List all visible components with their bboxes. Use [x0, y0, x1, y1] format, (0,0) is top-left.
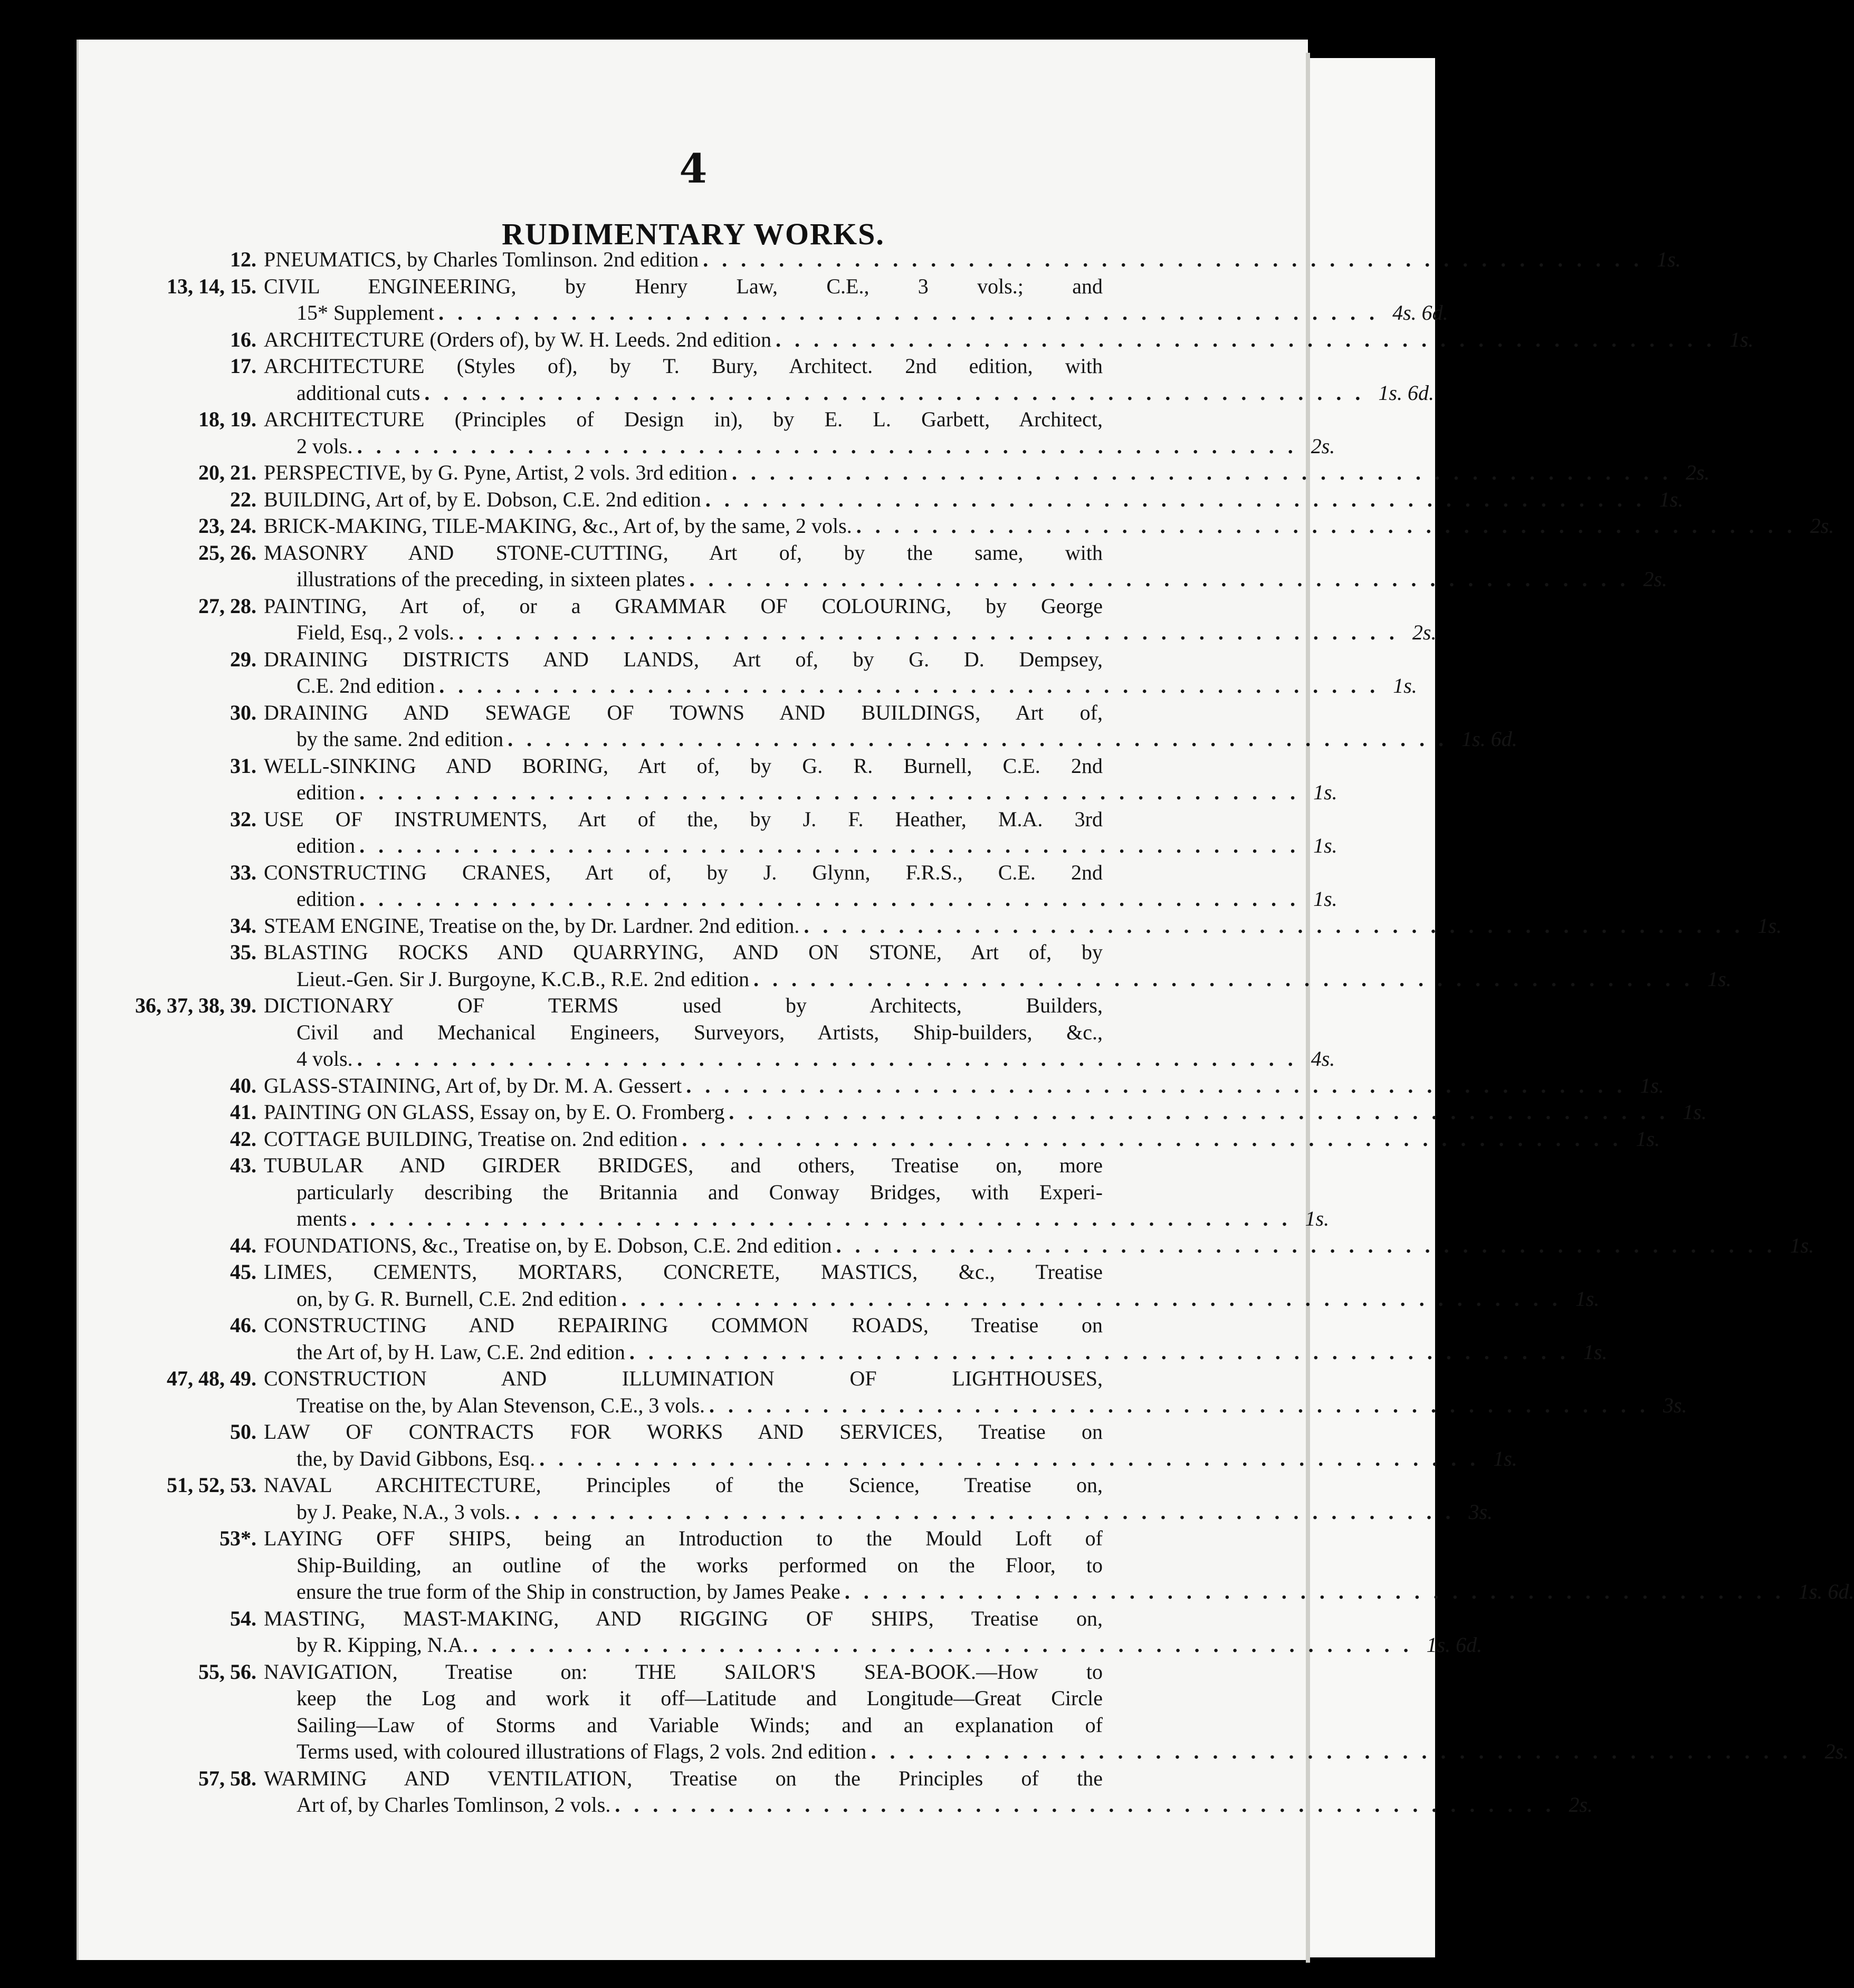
entry-line: [264, 700, 1103, 727]
dot-leader: ..................................................: [856, 514, 1806, 538]
dot-leader: ..................................................: [753, 967, 1704, 991]
catalogue-entry: [167, 1365, 1687, 1419]
catalogue-entry: [230, 246, 1681, 273]
entry-number: 36, 37, 38, 39.: [135, 993, 256, 1017]
catalogue-entry: [230, 1126, 1660, 1153]
entry-line: [264, 1552, 1103, 1579]
entry-title-line: CONSTRUCTING CRANES, Art of, by J. Glynn, F.R.S., C.E. 2nd: [264, 860, 1103, 884]
entry-line: [264, 1365, 1103, 1392]
entry-line: [264, 1339, 1608, 1366]
entry-line: [264, 513, 1834, 540]
entry-number: 41.: [230, 1100, 256, 1124]
catalogue-entry: [230, 1605, 1483, 1659]
catalogue-entry: [198, 406, 1335, 460]
entry-title-line: keep the Log and work it off—Latitude and Longitude—Great Circle: [297, 1686, 1103, 1710]
entry-number: 35.: [230, 940, 256, 964]
entry-line: [264, 992, 1103, 1019]
entry-price: 1s.: [1683, 1100, 1707, 1124]
entry-title-line: CONSTRUCTION AND ILLUMINATION OF LIGHTHOUSES,: [264, 1366, 1103, 1390]
entry-title-line: by J. Peake, N.A., 3 vols.: [297, 1499, 511, 1524]
entry-line: [264, 1099, 1707, 1126]
entry-line: [264, 1286, 1600, 1313]
entry-title-line: WELL-SINKING AND BORING, Art of, by G. R. Burnell, C.E. 2nd: [264, 753, 1103, 778]
dot-leader: ..................................................: [703, 247, 1653, 271]
entry-title-line: DRAINING AND SEWAGE OF TOWNS AND BUILDINGS, Art of,: [264, 700, 1103, 724]
entry-price: 1s.: [1707, 967, 1732, 991]
entry-number: 32.: [230, 807, 256, 831]
entry-title-line: particularly describing the Britannia and Conway Bridges, with Experi-: [297, 1180, 1103, 1204]
entry-title-line: DRAINING DISTRICTS AND LANDS, Art of, by G. D. Dempsey,: [264, 647, 1103, 671]
entry-title-line: Field, Esq., 2 vols.: [297, 620, 454, 644]
entry-title-line: PNEUMATICS, by Charles Tomlinson. 2nd edition: [264, 247, 699, 271]
entry-title-line: Sailing—Law of Storms and Variable Winds; and an explanation of: [297, 1713, 1103, 1737]
dot-leader: ..................................................: [357, 1047, 1307, 1071]
entry-title-line: ensure the true form of the Ship in construction, by James Peake: [297, 1580, 840, 1603]
entry-price: 1s.: [1790, 1233, 1814, 1257]
dot-leader: ..................................................: [514, 1499, 1465, 1524]
entry-title-line: DICTIONARY OF TERMS used by Architects, Builders,: [264, 993, 1103, 1017]
entry-price: 2s.: [1685, 461, 1710, 484]
catalogue-entry: [198, 460, 1710, 486]
catalogue-entry: [167, 1472, 1493, 1525]
entry-price: 1s.: [1757, 913, 1782, 938]
entry-title-line: CONSTRUCTING AND REPAIRING COMMON ROADS, Treatise on: [264, 1313, 1103, 1337]
entry-line: [264, 1765, 1103, 1792]
entry-title-line: 4 vols.: [297, 1047, 353, 1071]
catalogue-entry: [230, 327, 1754, 353]
dot-leader: ..................................................: [804, 913, 1754, 938]
dot-leader: ..................................................: [438, 301, 1389, 324]
entry-price: 1s.: [1313, 834, 1337, 857]
entry-number: 45.: [230, 1260, 256, 1284]
entry-number: 20, 21.: [198, 461, 256, 484]
entry-title-line: C.E. 2nd edition: [297, 674, 435, 697]
entry-number: 27, 28.: [198, 594, 256, 618]
entry-line: [264, 1792, 1593, 1819]
dot-leader: ..................................................: [359, 834, 1310, 857]
entry-line: [264, 726, 1517, 753]
entry-title-line: BUILDING, Art of, by E. Dobson, C.E. 2nd edition: [264, 487, 701, 511]
entry-line: [264, 1259, 1103, 1286]
entry-title-line: MASONRY AND STONE-CUTTING, Art of, by the same, with: [264, 540, 1103, 565]
entry-title-line: BRICK-MAKING, TILE-MAKING, &c., Art of, by the same, 2 vols.: [264, 514, 852, 538]
entry-price: 2s.: [1643, 567, 1668, 591]
dot-leader: ..................................................: [629, 1340, 1579, 1364]
entry-line: [264, 1685, 1103, 1712]
entry-line: [264, 1579, 1854, 1605]
entry-line: [264, 406, 1103, 433]
entry-line: [264, 1073, 1664, 1100]
entry-title-line: LIMES, CEMENTS, MORTARS, CONCRETE, MASTICS, &c., Treatise: [264, 1260, 1103, 1284]
entry-number: 23, 24.: [198, 514, 256, 538]
entry-price: 1s. 6d.: [1798, 1580, 1854, 1603]
entry-title-line: edition: [297, 780, 356, 804]
dot-leader: ..................................................: [458, 620, 1408, 644]
entry-line: [264, 1632, 1483, 1659]
dot-leader: ..................................................: [351, 1207, 1301, 1230]
page-heading: RUDIMENTARY WORKS.: [502, 217, 885, 251]
dot-leader: ..................................................: [705, 487, 1655, 511]
entry-number: 22.: [230, 487, 256, 511]
dot-leader: ..................................................: [844, 1580, 1794, 1603]
entry-price: 1s.: [1640, 1073, 1664, 1097]
entry-number: 34.: [230, 913, 256, 938]
entry-title-line: FOUNDATIONS, &c., Treatise on, by E. Dobson, C.E. 2nd edition: [264, 1233, 832, 1257]
entry-line: [264, 1419, 1103, 1446]
entry-number: 54.: [230, 1606, 256, 1630]
catalogue-entry: [230, 353, 1434, 406]
entry-line: [264, 859, 1103, 886]
entry-line: [264, 1605, 1103, 1632]
entry-title-line: NAVAL ARCHITECTURE, Principles of the Science, Treatise on,: [264, 1473, 1103, 1497]
catalogue-entry: [230, 1232, 1814, 1259]
entry-number: 40.: [230, 1073, 256, 1097]
entry-title-line: edition: [297, 834, 356, 857]
entry-line: [264, 1206, 1330, 1232]
entry-price: 1s.: [1583, 1340, 1608, 1364]
entry-price: 2s.: [1412, 620, 1437, 644]
entry-title-line: PERSPECTIVE, by G. Pyne, Artist, 2 vols. 3rd edition: [264, 461, 728, 484]
entry-title-line: BLASTING ROCKS AND QUARRYING, AND ON STONE, Art of, by: [264, 940, 1103, 964]
entry-price: 2s.: [1311, 434, 1335, 458]
entry-price: 2s.: [1569, 1793, 1593, 1817]
entry-number: 12.: [230, 247, 256, 271]
entry-line: [264, 460, 1710, 486]
entry-price: 1s.: [1575, 1286, 1600, 1311]
entry-number: 51, 52, 53.: [167, 1473, 256, 1497]
entry-line: [264, 1472, 1103, 1499]
entry-price: 3s.: [1468, 1499, 1493, 1524]
catalogue-entry: [230, 806, 1337, 859]
catalogue-entry: [230, 1152, 1330, 1232]
entry-line: [264, 540, 1103, 567]
entry-price: 1s.: [1636, 1126, 1660, 1151]
catalogue-entry: [230, 1099, 1707, 1126]
entry-number: 57, 58.: [198, 1766, 256, 1790]
dot-leader: ..................................................: [621, 1286, 1571, 1311]
entry-line: [264, 486, 1684, 513]
entry-number: 31.: [230, 753, 256, 778]
catalogue-entry: [198, 513, 1834, 540]
entry-title-line: by the same. 2nd edition: [297, 727, 504, 751]
dot-leader: ..................................................: [709, 1393, 1659, 1417]
dot-leader: ..................................................: [424, 380, 1374, 405]
entry-line: [264, 833, 1337, 859]
dot-leader: ..................................................: [615, 1793, 1565, 1817]
dot-leader: ..................................................: [729, 1100, 1679, 1124]
entry-price: 1s.: [1493, 1446, 1517, 1470]
entry-number: 55, 56.: [198, 1659, 256, 1684]
dot-leader: ..................................................: [731, 461, 1681, 484]
entry-line: [264, 1738, 1849, 1765]
entry-title-line: USE OF INSTRUMENTS, Art of the, by J. F. Heather, M.A. 3rd: [264, 807, 1103, 831]
entry-title-line: the Art of, by H. Law, C.E. 2nd edition: [297, 1340, 625, 1364]
entry-title-line: LAW OF CONTRACTS FOR WORKS AND SERVICES, Treatise on: [264, 1420, 1103, 1444]
entry-line: [264, 886, 1337, 913]
entry-line: [264, 593, 1103, 620]
entry-title-line: by R. Kipping, N.A.: [297, 1633, 469, 1657]
entry-line: [264, 1232, 1814, 1259]
entry-price: 4s.: [1311, 1047, 1335, 1071]
entry-number: 16.: [230, 327, 256, 351]
catalogue-entry: [198, 1765, 1593, 1819]
entry-title-line: WARMING AND VENTILATION, Treatise on the Principles of the: [264, 1766, 1103, 1790]
dot-leader: ..................................................: [686, 1073, 1636, 1097]
entry-title-line: on, by G. R. Burnell, C.E. 2nd edition: [297, 1286, 617, 1311]
entry-title-line: Art of, by Charles Tomlinson, 2 vols.: [297, 1793, 611, 1817]
entry-line: [264, 619, 1437, 646]
entry-title-line: CIVIL ENGINEERING, by Henry Law, C.E., 3 vols.; and: [264, 274, 1103, 298]
entry-title-line: COTTAGE BUILDING, Treatise on. 2nd edition: [264, 1126, 678, 1151]
entry-price: 1s. 6d.: [1378, 380, 1434, 405]
catalogue-entry: [230, 486, 1684, 513]
entry-line: [264, 913, 1782, 940]
entry-line: [264, 1152, 1103, 1179]
entry-line: [264, 1659, 1103, 1686]
entry-number: 50.: [230, 1420, 256, 1444]
entry-price: 1s. 6d.: [1426, 1633, 1483, 1657]
entry-title-line: Treatise on the, by Alan Stevenson, C.E., 3 vols.: [297, 1393, 705, 1417]
entry-line: [264, 327, 1754, 353]
entry-line: [264, 753, 1103, 780]
dot-leader: ..................................................: [836, 1233, 1786, 1257]
entry-price: 1s.: [1657, 247, 1681, 271]
dot-leader: ..................................................: [871, 1740, 1821, 1763]
entry-line: [264, 673, 1417, 700]
catalogue-entries: [135, 246, 1854, 1819]
entry-number: 47, 48, 49.: [167, 1366, 256, 1390]
entry-line: [264, 273, 1103, 300]
entry-number: 25, 26.: [198, 540, 256, 565]
entry-price: 4s. 6d.: [1392, 301, 1448, 324]
entry-number: 30.: [230, 700, 256, 724]
entry-title-line: the, by David Gibbons, Esq.: [297, 1446, 536, 1470]
entry-title-line: GLASS-STAINING, Art of, by Dr. M. A. Gessert: [264, 1073, 682, 1097]
entry-title-line: NAVIGATION, Treatise on: THE SAILOR'S SEA-BOOK.—How to: [264, 1659, 1103, 1684]
catalogue-entry: [230, 1073, 1664, 1100]
dot-leader: ..................................................: [439, 674, 1389, 697]
entry-title-line: ARCHITECTURE (Orders of), by W. H. Leeds. 2nd edition: [264, 327, 772, 351]
entry-line: [264, 1392, 1687, 1419]
catalogue-entry: [230, 859, 1337, 913]
entry-line: [264, 939, 1103, 966]
catalogue-entry: [230, 1259, 1600, 1312]
entry-price: 3s.: [1663, 1393, 1687, 1417]
entry-line: [264, 966, 1732, 993]
entry-line: [264, 353, 1103, 380]
entry-title-line: additional cuts: [297, 380, 421, 405]
entry-title-line: MASTING, MAST-MAKING, AND RIGGING OF SHIPS, Treatise on,: [264, 1606, 1103, 1630]
entry-title-line: TUBULAR AND GIRDER BRIDGES, and others, Treatise on, more: [264, 1153, 1103, 1177]
catalogue-entry: [230, 1419, 1517, 1472]
entry-price: 1s.: [1313, 780, 1337, 804]
catalogue-entry: [219, 1525, 1854, 1605]
dot-leader: ..................................................: [508, 727, 1458, 751]
entry-line: [264, 433, 1335, 460]
entry-line: [264, 1525, 1103, 1552]
entry-line: [264, 1179, 1103, 1206]
dot-leader: ..................................................: [539, 1446, 1489, 1470]
entry-line: [264, 1712, 1103, 1739]
entry-price: 1s.: [1313, 887, 1337, 911]
catalogue-entry: [230, 646, 1417, 700]
dot-leader: ..................................................: [682, 1126, 1632, 1151]
entry-title-line: Civil and Mechanical Engineers, Surveyors, Artists, Ship-builders, &c.,: [297, 1020, 1103, 1044]
dot-leader: ..................................................: [359, 887, 1310, 911]
entry-title-line: STEAM ENGINE, Treatise on the, by Dr. Lardner. 2nd edition.: [264, 913, 800, 938]
entry-number: 46.: [230, 1313, 256, 1337]
entry-line: [264, 300, 1448, 327]
entry-price: 1s.: [1729, 327, 1754, 351]
entry-price: 1s.: [1393, 674, 1417, 697]
entry-number: 43.: [230, 1153, 256, 1177]
entry-title-line: PAINTING, Art of, or a GRAMMAR OF COLOURING, by George: [264, 594, 1103, 618]
entry-number: 29.: [230, 647, 256, 671]
entry-line: [264, 246, 1681, 273]
page-number: 4: [679, 145, 708, 192]
entry-number: 17.: [230, 354, 256, 378]
entry-number: 18, 19.: [198, 407, 256, 431]
entry-title-line: LAYING OFF SHIPS, being an Introduction to the Mould Loft of: [264, 1526, 1103, 1550]
entry-title-line: ARCHITECTURE (Styles of), by T. Bury, Architect. 2nd edition, with: [264, 354, 1103, 378]
entry-title-line: 2 vols.: [297, 434, 353, 458]
entry-price: 2s.: [1810, 514, 1834, 538]
entry-number: 44.: [230, 1233, 256, 1257]
entry-number: 42.: [230, 1126, 256, 1151]
entry-line: [264, 1446, 1517, 1473]
dot-leader: ..................................................: [689, 567, 1639, 591]
entry-title-line: edition: [297, 887, 356, 911]
entry-title-line: Terms used, with coloured illustrations of Flags, 2 vols. 2nd edition: [297, 1740, 867, 1763]
entry-line: [264, 646, 1103, 673]
catalogue-entry: [198, 593, 1437, 646]
dot-leader: ..................................................: [357, 434, 1307, 458]
catalogue-entry: [167, 273, 1448, 327]
catalogue-entry: [230, 700, 1517, 753]
catalogue-entry: [198, 1659, 1849, 1765]
entry-line: [264, 1312, 1103, 1339]
entry-line: [264, 566, 1668, 593]
entry-title-line: ARCHITECTURE (Principles of Design in), by E. L. Garbett, Architect,: [264, 407, 1103, 431]
catalogue-entry: [230, 1312, 1608, 1365]
entry-line: [264, 1046, 1335, 1073]
dot-leader: ..................................................: [359, 780, 1310, 804]
entry-line: [264, 1019, 1103, 1046]
entry-title-line: Lieut.-Gen. Sir J. Burgoyne, K.C.B., R.E. 2nd edition: [297, 967, 750, 991]
entry-line: [264, 1126, 1660, 1153]
catalogue-entry: [230, 753, 1337, 806]
entry-price: 2s.: [1824, 1740, 1849, 1763]
dot-leader: ..................................................: [776, 327, 1726, 351]
entry-line: [264, 1499, 1493, 1526]
entry-line: [264, 806, 1103, 833]
entry-line: [264, 779, 1337, 806]
entry-title-line: ments: [297, 1207, 347, 1230]
dot-leader: ..................................................: [472, 1633, 1422, 1657]
entry-price: 1s. 6d.: [1461, 727, 1517, 751]
catalogue-entry: [135, 992, 1335, 1073]
catalogue-entry: [230, 913, 1782, 940]
entry-title-line: Ship-Building, an outline of the works performed on the Floor, to: [297, 1553, 1103, 1577]
catalogue-entry: [198, 540, 1668, 593]
catalogue-entry: [230, 939, 1732, 992]
entry-title-line: illustrations of the preceding, in sixteen plates: [297, 567, 685, 591]
entry-number: 53*.: [219, 1526, 256, 1550]
entry-number: 33.: [230, 860, 256, 884]
entry-price: 1s.: [1305, 1207, 1330, 1230]
entry-price: 1s.: [1659, 487, 1684, 511]
entry-title-line: 15* Supplement: [297, 301, 435, 324]
entry-title-line: PAINTING ON GLASS, Essay on, by E. O. Fromberg: [264, 1100, 725, 1124]
entry-line: [264, 380, 1434, 407]
entry-number: 13, 14, 15.: [167, 274, 256, 298]
